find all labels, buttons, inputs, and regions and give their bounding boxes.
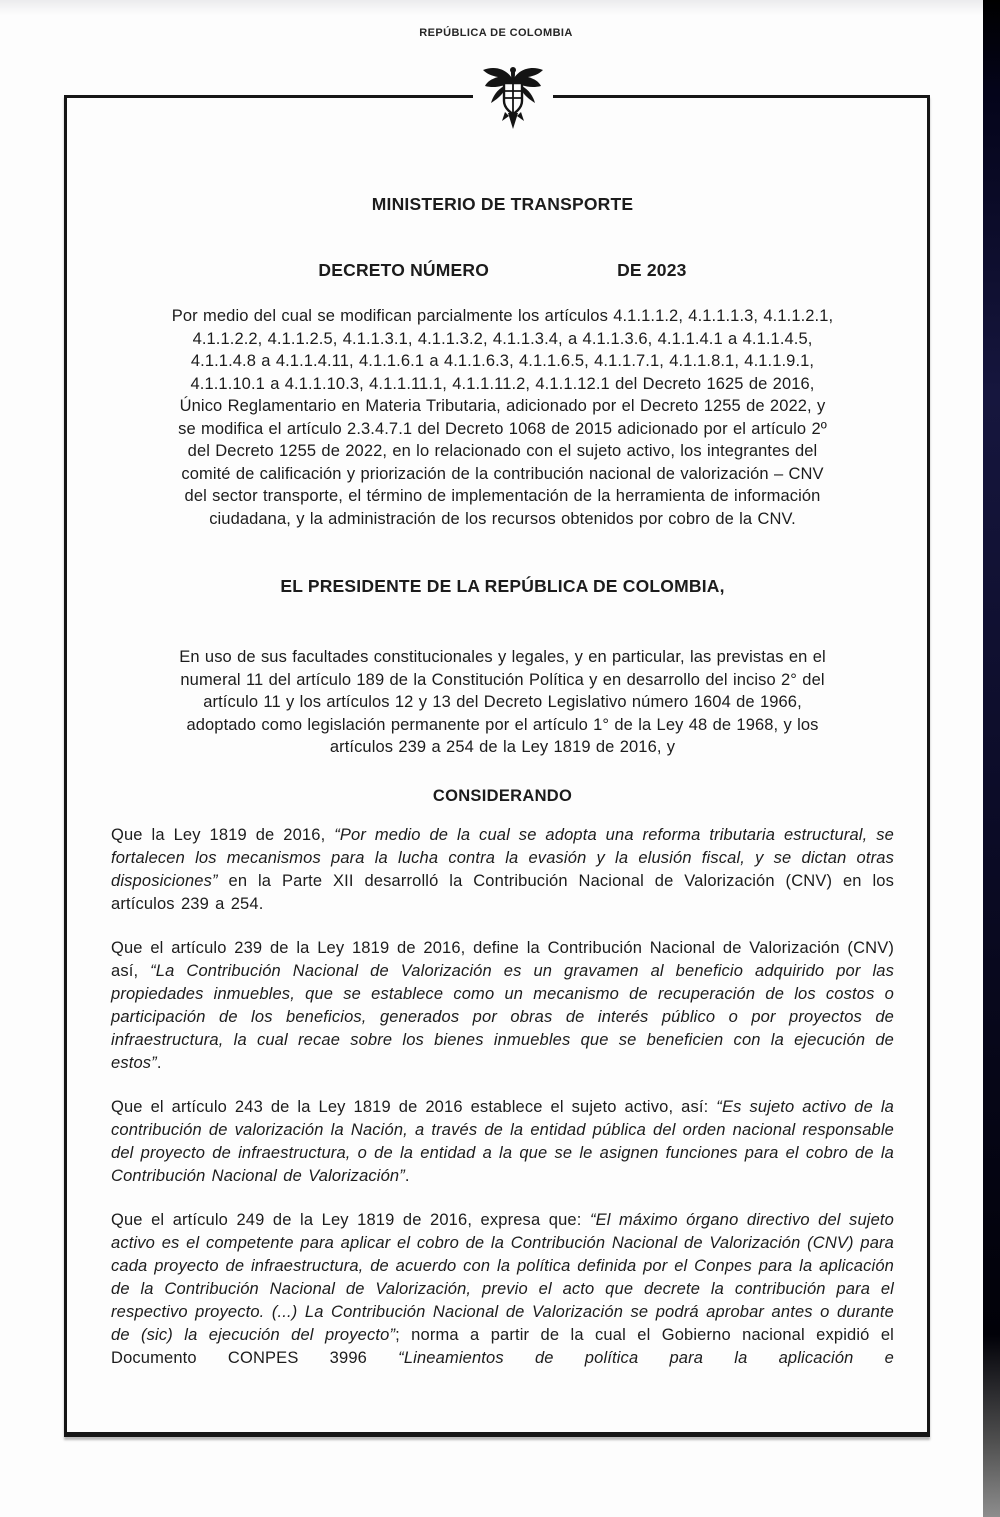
decree-year: DE 2023 <box>617 260 687 280</box>
paragraph-text: ; norma a partir de la cual el Gobierno nacional expidió el Documento CONPES 3996 <box>111 1325 894 1367</box>
consideration-paragraph-1 <box>111 824 894 916</box>
decree-subject: Por medio del cual se modifican parcialmente los artículos 4.1.1.1.2, 4.1.1.1.3, 4.1.1.2.1, 4.1.1.2.2, 4.1.1.2.5, 4.1.1.3.1, 4.1.1.3.2, 4.1.1.3.4, a 4.1.1.3.6, 4.1.1.4.1 a 4.1.1.4.5, 4.1.1.4.8 a 4.1.1.4.11, 4.1.1.6.1 a 4.1.1.6.3, 4.1.1.6.5, 4.1.1.7.1, 4.1.1.8.1, 4.1.1.9.1, 4.1.1.10.1 a 4.1.1.10.3, 4.1.1.11.1, 4.1.1.11.2, 4.1.1.12.1 del Decreto 1625 de 2016, Único Reglamentario en Materia Tributaria, adicionado por el Decreto 1255 de 2022, y se modifica el artículo 2.3.4.7.1 del Decreto 1068 de 2015 adicionado por el artículo 2º del Decreto 1255 de 2022, en lo relacionado con el sujeto activo, los integrantes del comité de calificación y priorización de la contribución nacional de valorización – CNV del sector transporte, el término de implementación de la herramienta de información ciudadana, y la administración de los recursos obtenidos por cobro de la CNV. <box>171 307 834 528</box>
considerando-heading: CONSIDERANDO <box>432 786 573 805</box>
decree-frame <box>64 95 930 1437</box>
scan-artifact-top <box>0 0 1000 16</box>
decree-number-label: DECRETO NÚMERO <box>318 260 490 280</box>
colombia-coat-of-arms-icon <box>478 63 548 137</box>
scan-artifact-right-edge <box>983 0 1000 1517</box>
quoted-law-text: “La Contribución Nacional de Valorización es un gravamen al beneficio adquirido por las propiedades inmuebles, que se establece como un mecanismo de recuperación de los costos o participación de los beneficios, generados por obras de interés público o por proyectos de infraestructura, la cual recae sobre los bienes inmuebles que se beneficien con la ejecución de estos” <box>111 961 895 1072</box>
quoted-law-text: “Lineamientos de política para la aplicación e <box>398 1348 894 1367</box>
paragraph-text: . <box>404 1166 410 1185</box>
paragraph-text: Que el artículo 243 de la Ley 1819 de 2016 establece el sujeto activo, así: <box>111 1097 717 1116</box>
legal-powers-paragraph: En uso de sus facultades constitucionales y legales, y en particular, las previstas en el numeral 11 del artículo 189 de la Constitución Política y en desarrollo del inciso 2° del artículo 11 y los artículos 12 y 13 del Decreto Legislativo número 1604 de 1966, adoptado como legislación permanente por el artículo 1° de la Ley 48 de 1968, y los artículos 239 a 254 de la Ley 1819 de 2016, y <box>179 648 826 756</box>
paragraph-text: en la Parte XII desarrolló la Contribución Nacional de Valorización (CNV) en los artículos 239 a 254. <box>111 871 894 913</box>
ministry-title: MINISTERIO DE TRANSPORTE <box>371 194 634 214</box>
decree-number-line <box>111 260 894 280</box>
republic-header-title: REPÚBLICA DE COLOMBIA <box>419 27 573 39</box>
consideration-paragraph-3 <box>111 1096 894 1188</box>
paragraph-text: Que el artículo 239 de la Ley 1819 de 2016, define la Contribución Nacional de Valorización (CNV) así, <box>111 938 894 980</box>
quoted-law-text: “Por medio de la cual se adopta una reforma tributaria estructural, se fortalecen los mecanismos para la lucha contra la evasión y la elusión fiscal, y se dictan otras disposiciones” <box>111 825 894 890</box>
paragraph-text: . <box>156 1053 162 1072</box>
paragraph-text: Que el artículo 249 de la Ley 1819 de 2016, expresa que: <box>111 1210 590 1229</box>
consideration-paragraph-2 <box>111 937 894 1075</box>
quoted-law-text: “El máximo órgano directivo del sujeto activo es el competente para aplicar el cobro de la Contribución Nacional de Valorización (CNV) para cada proyecto de infraestructura, de acuerdo con la política definida por el Conpes para la aplicación de la Contribución Nacional de Valorización, previo el acto que decrete la contribución para el respectivo proyecto. (...) La Contribución Nacional de Valorización se podrá aprobar antes o durante de (sic) la ejecución del proyecto” <box>111 1210 894 1344</box>
paragraph-text: Que la Ley 1819 de 2016, <box>111 825 335 844</box>
quoted-law-text: “Es sujeto activo de la contribución de valorización la Nación, a través de la entidad pública del orden nacional responsable del proyecto de infraestructura, o de la entidad a la que se le asignen funciones para el cobro de la Contribución Nacional de Valorización” <box>111 1097 894 1185</box>
president-heading: EL PRESIDENTE DE LA REPÚBLICA DE COLOMBIA, <box>280 576 725 596</box>
consideration-paragraph-4 <box>111 1209 894 1370</box>
